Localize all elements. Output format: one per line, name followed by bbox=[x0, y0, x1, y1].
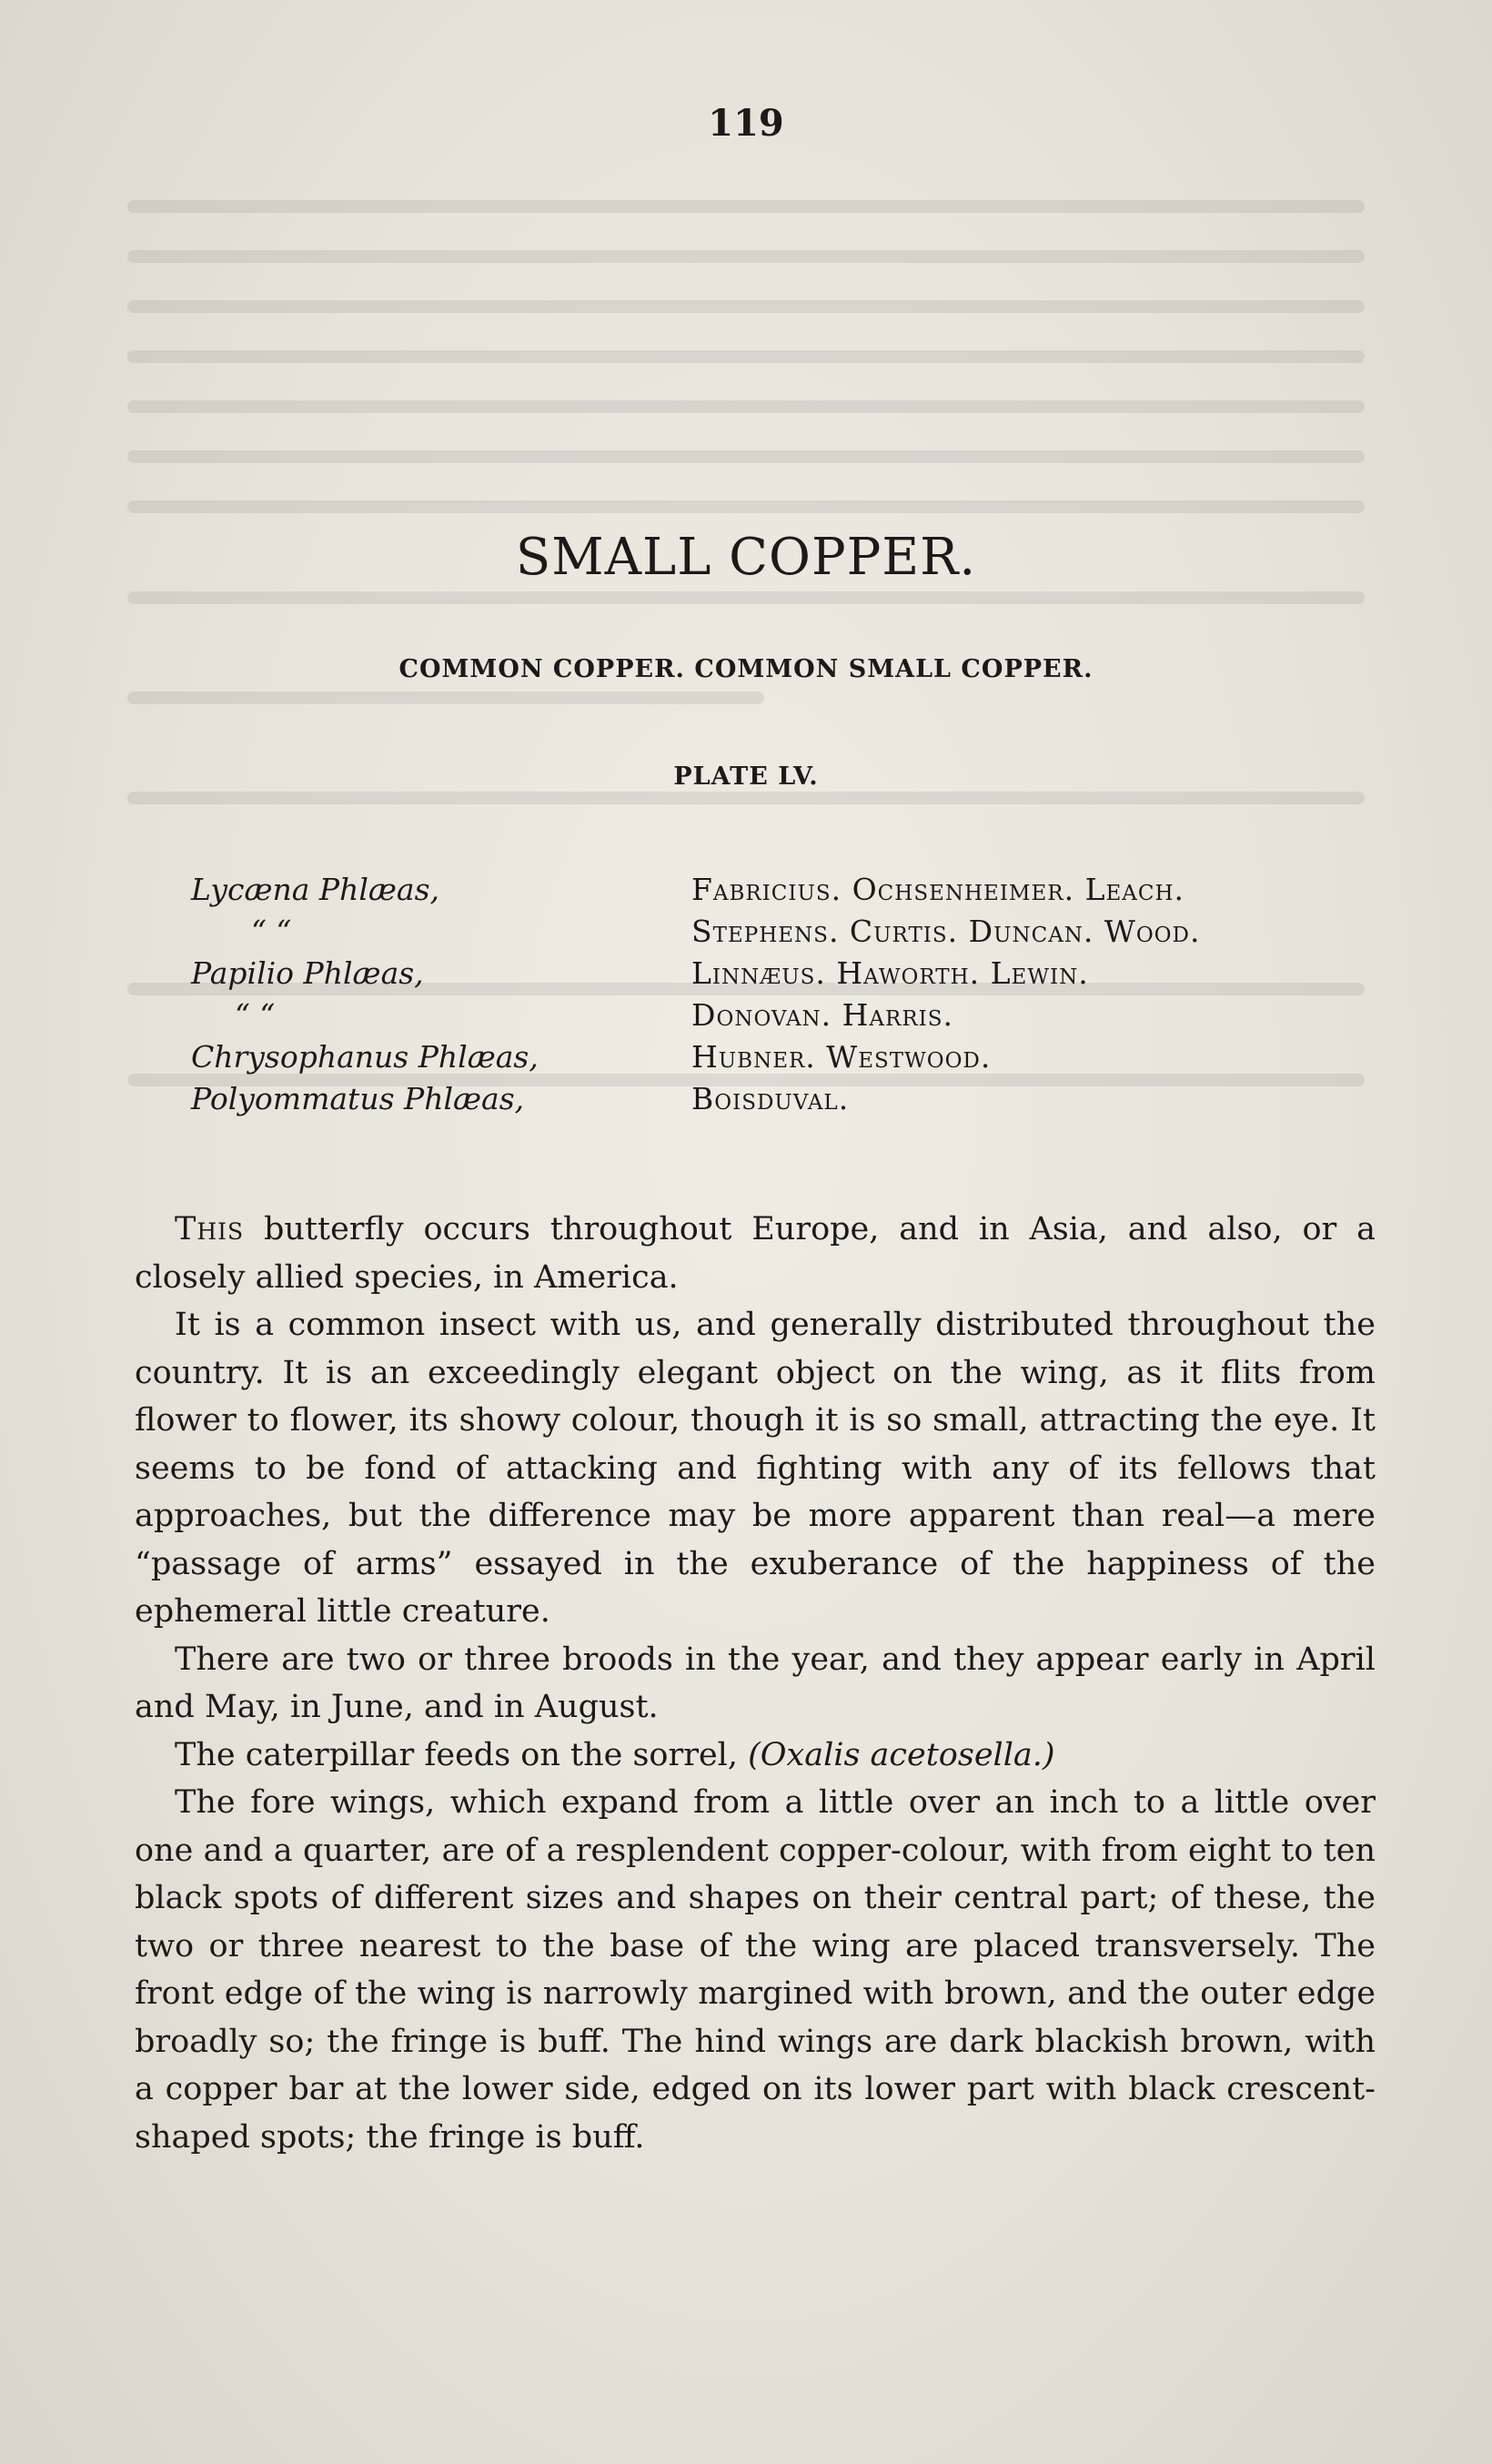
synonym-row bbox=[191, 997, 1374, 1039]
body-text bbox=[135, 1206, 1376, 2161]
synonym-authors: Linnæus. Haworth. Lewin. bbox=[691, 955, 1089, 991]
synonym-row bbox=[191, 955, 1374, 997]
paragraph: It is a common insect with us, and generally distributed throughout the country. It is an exceedingly elegant object on the wing, as it flits from flower to flower, its showy colour, though it is so small, attracting the eye. It seems to be fond of attacking and fighting with any of its fellows that approaches, but the difference may be more apparent than real—a mere “passage of arms” essayed in the exuberance of the happiness of the ephemeral little creature. bbox=[135, 1307, 1376, 1630]
synonym-row bbox=[191, 914, 1374, 955]
paragraph: The fore wings, which expand from a little over an inch to a little over one and a quarter, are of a resplendent copper-colour, with from eight to ten black spots of different sizes and shapes on their central part; of these, the two or three nearest to the base of the wing are placed transversely. The front edge of the wing is narrowly margined with brown, and the outer edge broadly so; the fringe is buff. The hind wings are dark blackish brown, with a copper bar at the lower side, edged on its lower part with black crescent-shaped spots; the fringe is buff. bbox=[135, 1784, 1376, 2156]
page-title: SMALL COPPER. bbox=[515, 528, 977, 587]
alternate-names: COMMON COPPER. COMMON SMALL COPPER. bbox=[398, 655, 1094, 683]
paragraph bbox=[135, 1732, 1376, 1780]
synonym-name: Polyommatus Phlæas, bbox=[191, 1081, 525, 1116]
synonym-name: Chrysophanus Phlæas, bbox=[191, 1039, 539, 1075]
ditto-marks: “ “ bbox=[251, 914, 292, 949]
synonym-row bbox=[191, 1039, 1374, 1081]
synonym-authors: Stephens. Curtis. Duncan. Wood. bbox=[691, 914, 1201, 949]
paragraph-text: The caterpillar feeds on the sorrel, bbox=[175, 1736, 749, 1773]
page-number: 119 bbox=[708, 102, 784, 145]
synonym-authors: Boisduval. bbox=[691, 1081, 850, 1116]
synonymy-list bbox=[191, 872, 1374, 1123]
synonym-name: Papilio Phlæas, bbox=[191, 955, 424, 991]
latin-name: (Oxalis acetosella.) bbox=[748, 1736, 1055, 1773]
paragraph: There are two or three broods in the year, and they appear early in April and May, in June, and in August. bbox=[135, 1641, 1376, 1725]
synonym-authors: Fabricius. Ochsenheimer. Leach. bbox=[691, 872, 1185, 907]
paragraph-lead-word: This bbox=[175, 1211, 245, 1247]
synonym-authors: Donovan. Harris. bbox=[691, 997, 954, 1033]
paragraph bbox=[135, 1206, 1376, 1301]
ditto-marks: “ “ bbox=[235, 997, 276, 1033]
plate-reference: PLATE LV. bbox=[673, 762, 819, 791]
paragraph-text: butterfly occurs throughout Europe, and in Asia, and also, or a closely allied species, in America. bbox=[135, 1211, 1376, 1296]
synonym-authors: Hubner. Westwood. bbox=[691, 1039, 992, 1075]
synonym-name: Lycæna Phlæas, bbox=[191, 872, 440, 907]
synonym-row bbox=[191, 1081, 1374, 1123]
synonym-row bbox=[191, 872, 1374, 914]
